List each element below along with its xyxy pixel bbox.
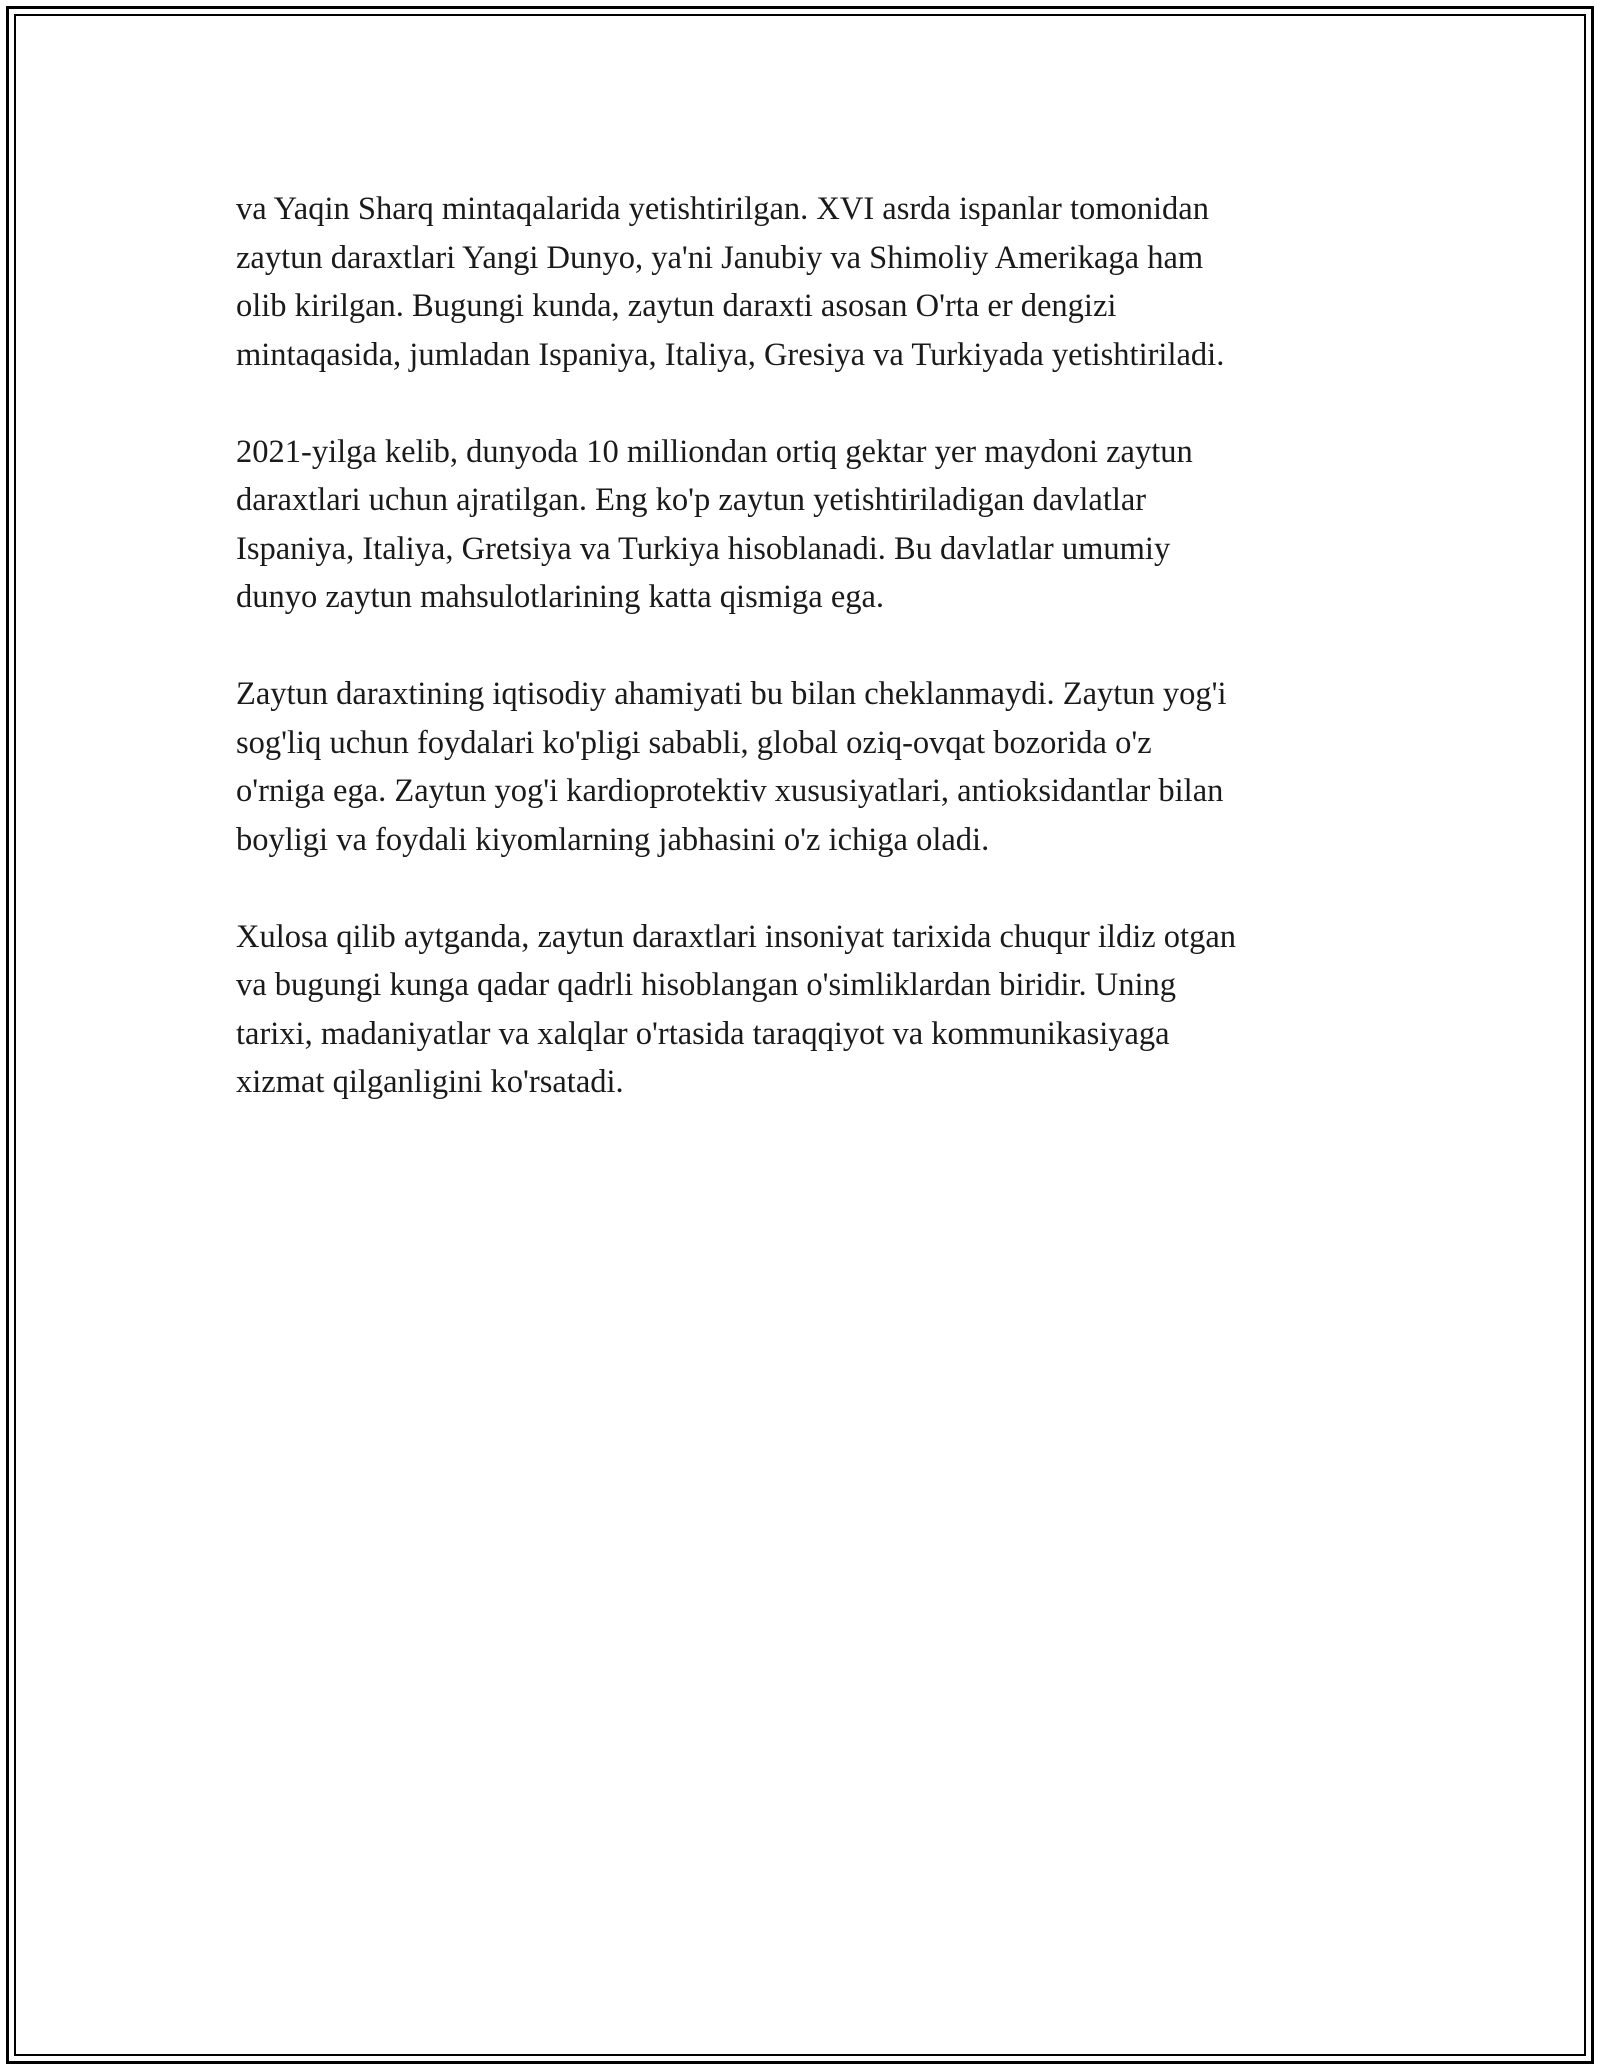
text-line: o'rniga ega. Zaytun yog'i kardioprotektiv xususiyatlari, antioksidantlar bilan [236, 773, 1224, 809]
text-line: va bugungi kunga qadar qadrli hisoblangan o'simliklardan biridir. Uning [236, 967, 1177, 1003]
paragraph-1 [236, 185, 1376, 379]
document-body [236, 185, 1376, 1155]
text-line: daraxtlari uchun ajratilgan. Eng ko'p zaytun yetishtiriladigan davlatlar [236, 482, 1147, 518]
text-line: boyligi va foydali kiyomlarning jabhasini o'z ichiga oladi. [236, 821, 990, 858]
text-line: xizmat qilganligini ko'rsatadi. [236, 1064, 624, 1100]
text-line: olib kirilgan. Bugungi kunda, zaytun daraxti asosan O'rta er dengizi [236, 288, 1117, 324]
text-line: Ispaniya, Italiya, Gretsiya va Turkiya hisoblanadi. Bu davlatlar umumiy [236, 530, 1171, 567]
paragraph-2 [236, 428, 1376, 622]
text-line: mintaqasida, jumladan Ispaniya, Italiya, Gresiya va Turkiyada yetishtiriladi. [236, 336, 1225, 373]
paragraph-4 [236, 913, 1376, 1107]
text-line: tarixi, madaniyatlar va xalqlar o'rtasida taraqqiyot va kommunikasiyaga [236, 1015, 1170, 1052]
text-line: Xulosa qilib aytganda, zaytun daraxtlari insoniyat tarixida chuqur ildiz otgan [236, 918, 1236, 955]
text-line: va Yaqin Sharq mintaqalarida yetishtirilgan. XVI asrda ispanlar tomonidan [236, 191, 1209, 227]
text-line: zaytun daraxtlari Yangi Dunyo, ya'ni Janubiy va Shimoliy Amerikaga ham [236, 239, 1204, 276]
text-line: dunyo zaytun mahsulotlarining katta qismiga ega. [236, 579, 885, 615]
paragraph-3 [236, 670, 1376, 864]
text-line: 2021-yilga kelib, dunyoda 10 milliondan ortiq gektar yer maydoni zaytun [236, 433, 1193, 470]
text-line: Zaytun daraxtining iqtisodiy ahamiyati bu bilan cheklanmaydi. Zaytun yog'i [236, 676, 1227, 712]
text-line: sog'liq uchun foydalari ko'pligi sababli, global oziq-ovqat bozorida o'z [236, 724, 1152, 761]
